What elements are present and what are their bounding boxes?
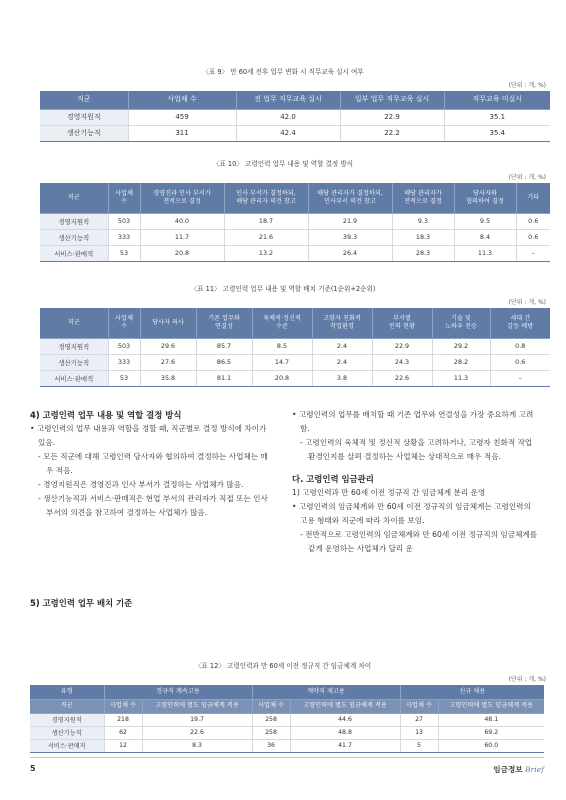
column-header: 직군 — [30, 699, 104, 713]
column-header — [516, 183, 550, 213]
table-cell: 333 — [108, 229, 140, 245]
column-header-line: 사업체 — [115, 315, 133, 322]
section-heading: 4) 고령인력 업무 내용 및 역할 결정 방식 — [30, 410, 182, 420]
table-9-unit: (단위 : 개, %) — [508, 82, 546, 89]
table-cell: 42.4 — [236, 125, 340, 141]
table-cell: 28.3 — [392, 245, 454, 261]
sub-bullet-paragraph: - 전반적으로 고령인력의 임금체계와 만 60세 이전 정규직의 임금체계를 같게 운영하는 사업체가 달리 운 — [300, 530, 538, 553]
table-cell: 48.1 — [438, 713, 544, 726]
table-12 — [30, 685, 544, 753]
row-header-cell: 경영지원직 — [40, 213, 108, 229]
column-header-line: 기타 — [527, 193, 540, 201]
table-header-row — [40, 183, 550, 213]
table-cell: 3.8 — [312, 370, 372, 386]
table-row — [30, 726, 544, 739]
table-cell: 8.4 — [454, 229, 516, 245]
table-row — [30, 739, 544, 752]
table-cell: 41.7 — [290, 739, 400, 752]
table-cell: 258 — [252, 713, 290, 726]
left-column-text — [30, 408, 268, 520]
table-row — [40, 354, 550, 370]
table-cell: 81.1 — [196, 370, 252, 386]
row-header-cell: 생산기능직 — [40, 125, 128, 141]
column-header: 고령인력에 별도 임금체계 적용 — [438, 699, 544, 713]
column-header — [108, 308, 140, 338]
table-cell: – — [490, 370, 550, 386]
column-header — [454, 183, 516, 213]
column-header-line: 세대 간 — [510, 315, 531, 322]
table-cell: 0.8 — [490, 338, 550, 354]
table-cell: 20.8 — [252, 370, 312, 386]
section-heading: 5) 고령인력 업무 배치 기준 — [30, 598, 133, 608]
column-header-line: 부서별 — [393, 315, 411, 322]
table-cell: 12 — [104, 739, 142, 752]
table-row — [40, 338, 550, 354]
table-cell: 42.0 — [236, 109, 340, 125]
table-cell: 53 — [108, 245, 140, 261]
column-header-line: 해당 관리자가 결정하되, — [317, 190, 383, 197]
brand-suffix: Brief — [525, 765, 544, 774]
table-header-row — [40, 91, 550, 109]
table-cell: 29.2 — [432, 338, 490, 354]
column-header-line: 경영진과 인사 부서가 — [153, 190, 211, 197]
column-header — [432, 308, 490, 338]
column-header — [108, 183, 140, 213]
table-cell: 36 — [252, 739, 290, 752]
column-header-line: 고령자 친화적 — [323, 315, 361, 322]
column-header — [392, 183, 454, 213]
column-header-line: 인력 현황 — [389, 322, 415, 330]
column-header-line: 협의하여 결정 — [466, 197, 504, 205]
row-header-cell: 경영지원직 — [40, 338, 108, 354]
column-header-line: 작업환경 — [330, 322, 354, 330]
bullet-paragraph: • 고령인력의 업무 내용과 역할을 정할 때, 직군별로 결정 방식에 차이가 있음. — [30, 424, 267, 447]
table-10-caption: 〈표 10〉 고령인력 업무 내용 및 역할 결정 방식 — [212, 160, 354, 168]
table-cell: 60.0 — [438, 739, 544, 752]
sub-bullet-paragraph: - 고령인력의 육체적 및 정신적 상황을 고려하거나, 고령자 친화적 작업환경인지를 살펴 결정하는 사업체는 상대적으로 매우 적음. — [300, 438, 533, 461]
column-header — [308, 183, 392, 213]
table-cell: 20.8 — [140, 245, 224, 261]
table-cell: 27.6 — [140, 354, 196, 370]
publication-brand — [493, 764, 544, 775]
table-cell: 503 — [108, 338, 140, 354]
row-header-cell: 생산기능직 — [40, 354, 108, 370]
column-header-line: 육체적·정신적 — [263, 315, 301, 322]
column-header: 고령인력에 별도 임금체계 적용 — [290, 699, 400, 713]
column-header-line: 당사자 의사 — [152, 318, 184, 326]
table-12-unit: (단위 : 개, %) — [508, 676, 546, 683]
row-header-cell: 서비스·판매직 — [40, 370, 108, 386]
column-header-line: 당사자와 — [473, 190, 497, 197]
table-cell: 35.4 — [444, 125, 550, 141]
table-cell: 21.9 — [308, 213, 392, 229]
table-cell: 69.2 — [438, 726, 544, 739]
table-cell: 333 — [108, 354, 140, 370]
column-header — [490, 308, 550, 338]
table-header-row — [40, 308, 550, 338]
sub-bullet-paragraph: - 모든 직군에 대해 고령인력 당사자와 협의하여 결정하는 사업체는 매우 적음. — [38, 452, 268, 475]
table-group-header-row — [30, 685, 544, 699]
table-cell: 62 — [104, 726, 142, 739]
table-cell: 11.3 — [454, 245, 516, 261]
table-cell: 40.0 — [140, 213, 224, 229]
table-cell: 0.6 — [516, 229, 550, 245]
column-header-line: 노하우 전승 — [445, 322, 477, 330]
table-row — [40, 109, 550, 125]
table-cell: 13 — [400, 726, 438, 739]
row-header-cell: 서비스·판매직 — [40, 245, 108, 261]
column-header-line: 해당 관리자 의견 참고 — [236, 197, 296, 205]
row-header-cell: 서비스·판매직 — [30, 739, 104, 752]
table-cell: 22.6 — [372, 370, 432, 386]
table-cell: – — [516, 245, 550, 261]
table-cell: 27 — [400, 713, 438, 726]
column-header — [40, 308, 108, 338]
row-header-cell: 경영지원직 — [40, 109, 128, 125]
row-header-cell: 생산기능직 — [30, 726, 104, 739]
table-cell: 21.6 — [224, 229, 308, 245]
table-cell: 19.7 — [142, 713, 252, 726]
table-cell: 28.2 — [432, 354, 490, 370]
table-cell: 18.7 — [224, 213, 308, 229]
table-12-caption: 〈표 12〉 고령인력과 만 60세 이전 정규직 간 임금체계 차이 — [194, 662, 372, 670]
table-cell: 2.4 — [312, 338, 372, 354]
column-header-line: 연결성 — [215, 322, 233, 330]
row-header-cell: 경영지원직 — [30, 713, 104, 726]
bullet-paragraph: • 고령인력의 임금체계와 만 60세 이전 정규직의 임금체계는 고령인력의 고용 형태와 직군에 따라 차이를 보임. — [292, 502, 531, 525]
table-cell: 2.4 — [312, 354, 372, 370]
left-column-bottom — [30, 596, 268, 610]
table-cell: 44.6 — [290, 713, 400, 726]
column-header: 사업체 수 — [104, 699, 142, 713]
column-header: 사업체 수 — [128, 91, 236, 109]
column-header-line: 기존 업무와 — [208, 315, 240, 322]
table-cell: 218 — [104, 713, 142, 726]
table-cell: 35.8 — [140, 370, 196, 386]
table-cell: 22.9 — [372, 338, 432, 354]
table-9 — [40, 91, 550, 142]
table-cell: 503 — [108, 213, 140, 229]
table-cell: 0.6 — [490, 354, 550, 370]
table-cell: 8.5 — [252, 338, 312, 354]
table-10-unit: (단위 : 개, %) — [508, 174, 546, 181]
column-header-line: 인사부서 의견 참고 — [324, 197, 376, 205]
table-cell: 258 — [252, 726, 290, 739]
column-header — [372, 308, 432, 338]
sub-bullet-paragraph: - 생산기능직과 서비스·판매직은 현업 부서의 관리자가 직접 또는 인사 부서의 의견을 참고하여 결정하는 사업체가 많음. — [38, 494, 268, 517]
column-header — [252, 308, 312, 338]
table-11-unit: (단위 : 개, %) — [508, 299, 546, 306]
column-header-line: 해당 관리자가 — [404, 190, 442, 197]
column-header — [312, 308, 372, 338]
table-cell: 22.6 — [142, 726, 252, 739]
column-header-line: 수 — [121, 197, 127, 205]
table-row — [40, 245, 550, 261]
table-cell: 24.3 — [372, 354, 432, 370]
table-row — [40, 125, 550, 141]
column-header — [196, 308, 252, 338]
table-10 — [40, 183, 550, 262]
column-header-line: 사업체 — [115, 190, 133, 197]
table-cell: 311 — [128, 125, 236, 141]
table-cell: 35.1 — [444, 109, 550, 125]
table-cell: 48.8 — [290, 726, 400, 739]
table-11 — [40, 308, 550, 387]
column-header-line: 기술 및 — [451, 315, 471, 322]
column-header-line: 수준 — [276, 322, 288, 330]
table-cell: 85.7 — [196, 338, 252, 354]
table-cell: 11.3 — [432, 370, 490, 386]
table-cell: 459 — [128, 109, 236, 125]
column-header-line: 수 — [121, 322, 127, 330]
column-header-line: 전적으로 결정 — [404, 197, 442, 205]
sub-bullet-paragraph: - 경영지원직은 경영진과 인사 부서가 결정하는 사업체가 많음. — [38, 480, 244, 489]
column-header-line: 직군 — [67, 318, 80, 326]
table-sub-header-row — [30, 699, 544, 713]
column-header: 일부 업무 직무교육 실시 — [340, 91, 444, 109]
column-header-line: 인사 부서가 결정하되, — [236, 190, 296, 197]
table-row — [40, 213, 550, 229]
table-cell: 39.3 — [308, 229, 392, 245]
table-cell: 22.9 — [340, 109, 444, 125]
column-header — [40, 183, 108, 213]
table-cell: 53 — [108, 370, 140, 386]
footer-divider — [30, 757, 544, 758]
table-cell: 8.3 — [142, 739, 252, 752]
column-header: 직무교육 미실시 — [444, 91, 550, 109]
column-header-line: 전적으로 결정 — [163, 197, 201, 205]
brand-name: 임금정보 — [493, 765, 523, 774]
column-header: 전 업무 직무교육 실시 — [236, 91, 340, 109]
column-header: 고령인력에 별도 임금체계 적용 — [142, 699, 252, 713]
table-cell: 22.2 — [340, 125, 444, 141]
column-group-header: 계약직 재고용 — [252, 685, 400, 699]
table-cell: 13.2 — [224, 245, 308, 261]
column-header: 사업체 수 — [400, 699, 438, 713]
column-header: 유형 — [30, 685, 104, 699]
table-row — [40, 229, 550, 245]
column-group-header: 정규직 계속고용 — [104, 685, 252, 699]
subsection-heading: 1) 고령인력과 만 60세 이전 정규직 간 임금체계 분리 운영 — [292, 488, 486, 497]
bullet-paragraph: • 고령인력의 업무를 배치할 때 기존 업무와 연결성을 가장 중요하게 고려함. — [292, 410, 534, 433]
column-header — [140, 183, 224, 213]
section-heading: 다. 고령인력 임금관리 — [292, 474, 374, 484]
column-header — [140, 308, 196, 338]
column-header: 사업체 수 — [252, 699, 290, 713]
table-cell: 9.5 — [454, 213, 516, 229]
table-11-caption: 〈표 11〉 고령인력 업무 내용 및 역할 배치 기준(1순위+2순위) — [190, 285, 376, 293]
table-cell: 18.3 — [392, 229, 454, 245]
column-header-line: 직군 — [67, 193, 80, 201]
right-column-text — [292, 408, 538, 556]
table-cell: 29.6 — [140, 338, 196, 354]
table-row — [40, 370, 550, 386]
table-cell: 5 — [400, 739, 438, 752]
column-group-header: 신규 채용 — [400, 685, 544, 699]
table-cell: 26.4 — [308, 245, 392, 261]
table-cell: 11.7 — [140, 229, 224, 245]
table-row — [30, 713, 544, 726]
table-cell: 9.3 — [392, 213, 454, 229]
table-cell: 86.5 — [196, 354, 252, 370]
row-header-cell: 생산기능직 — [40, 229, 108, 245]
column-header-line: 갈등 예방 — [507, 322, 534, 330]
table-cell: 0.6 — [516, 213, 550, 229]
table-cell: 14.7 — [252, 354, 312, 370]
column-header: 직군 — [40, 91, 128, 109]
page-number: 5 — [30, 764, 36, 773]
column-header — [224, 183, 308, 213]
table-9-caption: 〈표 9〉 만 60세 전후 업무 변화 시 직무교육 실시 여부 — [202, 68, 364, 76]
